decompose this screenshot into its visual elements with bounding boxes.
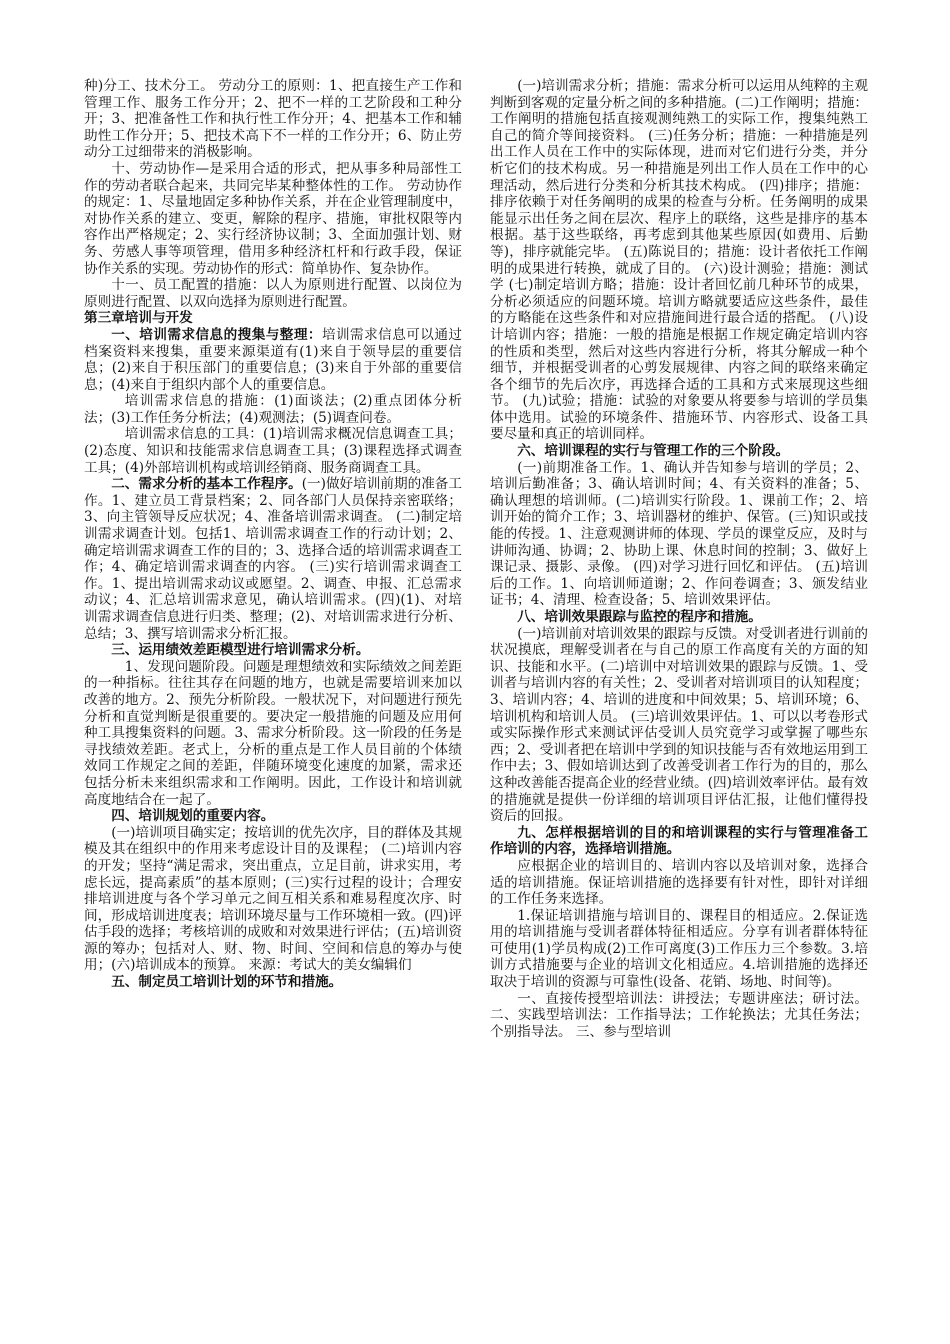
section-title: 八、培训效果跟踪与监控的程序和措施。 xyxy=(517,609,762,625)
section-title: 五、制定员工培训计划的环节和措施。 xyxy=(111,974,343,991)
chapter-title: 第三章培训与开发 xyxy=(84,310,193,327)
section-heading xyxy=(490,825,868,858)
paragraph: 培训需求信息的工具：(1)培训需求概况信息调查工具；(2)态度、知识和技能需求信息调查工具；(3)课程选择式调查工具；(4)外部培训机构或培训经销商、服务商调查工具。 xyxy=(84,426,462,476)
left-column xyxy=(84,78,462,991)
paragraph: 十一、员工配置的措施：以人为原则进行配置、以岗位为原则进行配置、以双向选择为原则进行配置。 xyxy=(84,277,462,310)
paragraph: 一、直接传授型培训法：讲授法；专题讲座法；研讨法。 二、实践型培训法：工作指导法；工作轮换法；尤其任务法；个别指导法。 三、参与型培训 xyxy=(490,990,868,1040)
section-heading xyxy=(490,443,868,460)
section-heading xyxy=(84,642,462,659)
section-title: 九、怎样根据培训的目的和培训课程的实行与管理准备工作培训的内容，选择培训措施。 xyxy=(490,824,868,858)
section-title: 二、需求分析的基本工作程序。 xyxy=(111,476,302,493)
section-paragraph xyxy=(84,327,462,393)
paragraph: 十、劳动协作—是采用合适的形式，把从事多种局部性工作的劳动者联合起来，共同完毕某种整体性的工作。 劳动协作的规定：1、尽量地固定多种协作关系，并在企业管理制度中，对协作关系的建立、变更，解除的程序、措施，审批权限等内容作出严格规定；2、实行经济协议制；3、全面加强计划、财务、劳感人事等项管理，借用多种经济杠杆和行政手段，保证协作关系的实现。劳动协作的形式：简单协作、复杂协作。 xyxy=(84,160,462,277)
section-heading xyxy=(490,609,868,626)
paragraph: 种)分工、技术分工。 劳动分工的原则：1、把直接生产工作和管理工作、服务工作分开；2、把不一样的工艺阶段和工种分开；3、把准备性工作和执行性工作分开；4、把基本工作和辅助性工作分开；5、把技术高下不一样的工作分开；6、防止劳动分工过细带来的消极影响。 xyxy=(84,78,462,161)
paragraph: 1、发现问题阶段。问题是理想绩效和实际绩效之间差距的一种指标。往往其存在问题的地方，也就是需要培训来加以改善的地方。2、预先分析阶段。一般状况下，对问题进行预先分析和直觉判断是很重要的。要决定一般措施的问题及应用何种工具搜集资料的问题。3、需求分析阶段。这一阶段的任务是寻找绩效差距。老式上，分析的重点是工作人员目前的个体绩效同工作规定之间的差距，伴随环境变化速度的加紧，需求还包括分析未来组织需求和工作阐明。因此，工作设计和培训就高度地结合在一起了。 xyxy=(84,658,462,808)
paragraph: 应根据企业的培训目的、培训内容以及培训对象，选择合适的培训措施。保证培训措施的选择要有针对性，即针对详细的工作任务来选择。 xyxy=(490,857,868,908)
section-title: 六、培训课程的实行与管理工作的三个阶段。 xyxy=(517,443,790,460)
section-paragraph xyxy=(84,476,462,642)
paragraph: (一)培训前对培训效果的跟踪与反馈。对受训者进行训前的状况摸底，理解受训者在与自己的原工作高度有关的方面的知识、技能和水平。(二)培训中对培训效果的跟踪与反馈。1、受训者与培训内容的有关性；2、受训者对培训项目的认知程度；3、培训内容；4、培训的进度和中间效果；5、培训环境；6、培训机构和培训人员。 (三)培训效果评估。1、可以以考卷形式或实际操作形式来测试评估受训人员究竟学习或掌握了哪些东西；2、受训者把在培训中学到的知识技能与否有效地运用到工作中去；3、假如培训达到了改善受训者工作行为的目的，那么这种改善能否提高企业的经营业绩。(四)培训效率评估。最有效的措施就是提供一份详细的培训项目评估汇报，让他们懂得投资后的回报。 xyxy=(490,625,868,825)
paragraph: 1.保证培训措施与培训目的、课程目的相适应。2.保证选用的培训措施与受训者群体特征相适应。分享有训者群体特征可使用(1)学员构成(2)工作可离度(3)工作压力三个参数。3.培训方式措施要与企业的培训文化相适应。4.培训措施的选择还取决于培训的资源与可靠性(设备、花销、场地、时间等)。 xyxy=(490,907,868,991)
section-heading xyxy=(84,974,462,991)
section-title: 四、培训规划的重要内容。 xyxy=(111,808,275,825)
section-title: 一、培训需求信息的搜集与整理： xyxy=(111,326,322,343)
section-text: (一)做好培训前期的准备工作。1、建立员工背景档案；2、同各部门人员保持亲密联络；3、向主管领导反应状况；4、准备培训需求调查。 (二)制定培训需求调查计划。包括1、培训需求调查工作的行动计划；2、确定培训需求调查工作的目的；3、选择合适的培训需求调查工作；4、确定培训需求调查的内容。 (三)实行培训需求调查工作。1、提出培训需求动议或愿望。2、调查、申报、汇总需求动议；4、汇总培训需求意见，确认培训需求。(四)(1)、对培训需求调查信息进行归类、整理；(2)、对培训需求进行分析、总结；3、撰写培训需求分析汇报。 xyxy=(84,476,463,642)
paragraph: (一)培训需求分析；措施：需求分析可以运用从纯粹的主观判断到客观的定量分析之间的多种措施。(二)工作阐明；措施：工作阐明的措施包括直接观测纯熟工的实际工作，搜集纯熟工自己的简介等间接资料。 (三)任务分析；措施：一种措施是列出工作人员在工作中的实际体现，进而对它们进行分类，并分析它们的技术构成。另一种措施是列出工作人员在工作中的心理活动，然后进行分类和分析其技术构成。 (四)排序；措施：排序依赖于对任务阐明的成果的检查与分析。任务阐明的成果能显示出任务之间在层次、程序上的联络，这些是排序的基本根据。基于这些联络，再考虑到其他某些原因(如费用、后勤等)，排序就能完毕。 (五)陈说目的；措施：设计者依托工作阐明的成果进行转换，就成了目的。 (六)设计测验；措施：测试学 (七)制定培训方略；措施：设计者回忆前几种环节的成果，分析必须适应的问题环境。培训方略就要适应这些条件，最佳的方略能在这些条件和对应措施间进行最合适的搭配。 (八)设计培训内容；措施：一般的措施是根据工作规定确定培训内容的性质和类型，然后对这些内容进行分析，将其分解成一种个细节，并根据受训者的心剪发展规律、内容之间的联络来确定各个细节的先后次序，再选择合适的工具和方式来展现这些细节。 (九)试验；措施：试验的对象要从将要参与培训的学员集体中选用。试验的环境条件、措施环节、内容形式、设备工具要尽量和真正的培训同样。 xyxy=(490,78,868,443)
paragraph: (一)前期准备工作。1、确认并告知参与培训的学员；2、培训后勤准备；3、确认培训时间；4、有关资料的准备；5、确认理想的培训师。(二)培训实行阶段。1、课前工作；2、培训开始的简介工作；3、培训器材的维护、保管。(三)知识或技能的传授。1、注意观测讲师的体现、学员的课堂反应，及时与讲师沟通、协调；2、协助上课、休息时间的控制；3、做好上课记录、摄影、录像。 (四)对学习进行回忆和评估。 (五)培训后的工作。1、向培训师道谢；2、作问卷调查；3、颁发结业证书；4、清理、检查设备；5、培训效果评估。 xyxy=(490,459,868,609)
section-title: 三、运用绩效差距模型进行培训需求分析。 xyxy=(111,642,370,659)
section-heading xyxy=(84,808,462,825)
right-column xyxy=(490,78,868,1040)
paragraph: (一)培训项目确实定；按培训的优先次序，目的群体及其规模及其在组织中的作用来考虑设计目的及课程； (二)培训内容的开发；坚持“满足需求，突出重点，立足目前，讲求实用，考虑长远，提高素质”的基本原则；(三)实行过程的设计；合理安排培训进度与各个学习单元之间互相关系和难易程度次序、时间，形成培训进度表；培训环境尽量与工作环境相一致。(四)评估手段的选择；考核培训的成败和对效果进行评估；(五)培训资源的筹办；包括对人、财、物、时间、空间和信息的筹办与使用；(六)培训成本的预算。 来源：考试大的美女编辑们 xyxy=(84,824,462,974)
section-text: 培训需求信息可以通过档案资料来搜集，重要来源渠道有(1)来自于领导层的重要信息；(2)来自于积压部门的重要信息；(3)来自于外部的重要信息；(4)来自于组织内部个人的重要信息。 xyxy=(84,326,463,393)
paragraph: 培训需求信息的措施：(1)面谈法；(2)重点团体分析法；(3)工作任务分析法；(4)观测法；(5)调查问卷。 xyxy=(84,393,462,426)
